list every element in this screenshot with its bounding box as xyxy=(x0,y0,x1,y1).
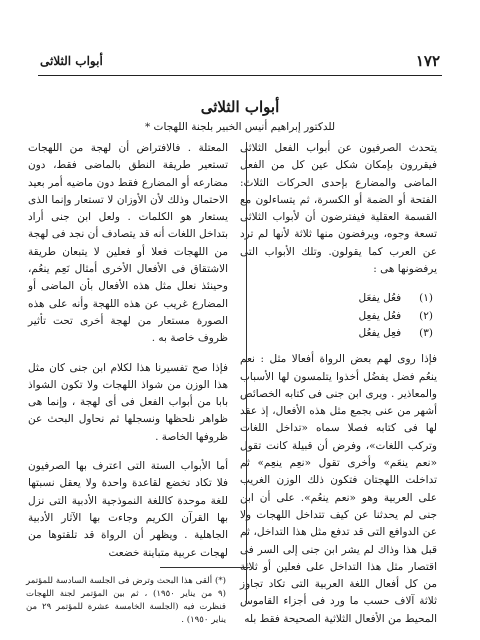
right-column xyxy=(240,140,437,628)
header-rule xyxy=(38,75,442,76)
left-column-paragraph-2: فإذا صح تفسيرنا هذا لكلام ابن جنى كان مثل هذا الوزن من شواذ اللهجات ولا تكون الشواذ بابا من أبواب الفعل فى أى لهجة ، وإنما هى ظواهر نلحظها ونسجلها ثم نحاول البحث عن ظروفها الخاصة . xyxy=(28,361,228,443)
column-divider xyxy=(246,142,247,604)
left-column-paragraph-3: أما الأبواب الستة التى اعترف بها الصرفيون فلا تكاد تخضع لقاعدة واحدة ولا يعقل نسبتها للغة موحدة كاللغة النموذجية الأدبية التى نزل بها القرآن الكريم وجاءت بها الآثار الأدبية الجاهلية . ويظهر أن الرواة قد تلقتوها من لهجات عربية متباينة خضعت xyxy=(28,460,228,559)
article-author: للدكتور إبراهيم أنيس الخبير بلجنة اللهجات * xyxy=(144,121,336,133)
right-column-paragraph-1: يتحدث الصرفيون عن أبواب الفعل الثلاثى فيقررون بإمكان شكل عين كل من الفعل الماضى والمضارع بإحدى الحركات الثلاث: الفتحة أو الضمة أو الكسرة، ثم يتساءلون مع القسمة العقلية فيفترضون أن لأبواب الثلاثى تسعة وجوه، ويرفضون منها ثلاثة لأنها لم ترد عن العرب كما يقولون. وتلك الأبواب التى يرفضونها هى : xyxy=(240,142,437,276)
conjugation-number: (١) xyxy=(419,292,433,305)
conjugation-row xyxy=(240,290,433,307)
conjugation-forms: فعُل يفعَل xyxy=(358,292,402,305)
footnote-rule xyxy=(160,567,250,568)
conjugation-forms: فعُل يفعِل xyxy=(358,309,402,322)
article-title: أبواب الثلاثى xyxy=(200,98,280,116)
conjugation-number: (٣) xyxy=(419,326,433,339)
footnote: (*) ألقى هذا البحث وترض فى الجلسة السادسة للمؤتمر (٩ من يناير ١٩٥٠) ، ثم بين المؤتمر لجنة اللهجات فنظرت فيه (الجلسة الخامسة عشرة للمؤتمر ٢٩ من يناير ١٩٥٠) . xyxy=(26,576,227,625)
conjugation-row xyxy=(240,325,433,342)
page-number: ١٧٢ xyxy=(415,52,440,70)
running-header xyxy=(40,50,440,72)
conjugation-row xyxy=(240,308,433,325)
right-column-paragraph-2: فإذا روى لهم بعض الرواة أفعالا مثل : نعم ينعُم فضل يفضُل أخذوا يتلمسون لها الأسباب والمعاذير . ويرى ابن جنى فى كتابه الخصائص أشهر من عنى بجمع مثل هذه الأفعال، إذ عقد لها فى كتابه فصلا سماه «تداخل اللغات وتركب اللغات»، وفرض أن قبيلة كانت تقول «نعم ينعَم» وأخرى تقول «نعِم ينعِم» ثم تداخلت اللهجتان فتكون ذلك الوزن الغريب على العربية وهو «نعم ينعُم». على أن ابن جنى لم يحدثنا عن كيف تتداخل اللهجات ولا عن الدوافع التى قد تدفع مثل هذا التداخل، ثم قبل هذا وذاك لم يشر ابن جنى إلى السر فى اقتصار مثل هذا التداخل على فعلين أو ثلاثة من كل أفعال اللغة العربية التى تكاد تجاوز ثلاثة آلاف حسب ما ورد فى أجزاء القاموس المحيط من الأفعال الثلاثية الصحيحة فقط بله xyxy=(240,353,437,625)
conjugation-number: (٢) xyxy=(419,309,433,322)
running-title: أبواب الثلاثى xyxy=(40,54,103,68)
left-column xyxy=(28,140,228,562)
left-column-paragraph-1: المعتلة . فالافتراض أن لهجة من اللهجات تستعير طريقة النطق بالماضى فقط، دون مضارعه أو المضارع فقط دون ماضيه أمر بعيد الاحتمال وذلك لأن الأوزان لا تستعار وإنما الذى يستعار هو الكلمات . ولعل ابن جنى أراد بتداخل اللغات أنه قد يتصادف أن نجد فى لهجة من اللهجات فعلا أو فعلين لا يتبعان طريقة الاشتقاق فى الأفعال الأخرى أمثال نَعِم ينعُم، وحينئذ نعلل مثل هذه الأفعال بأن الماضى أو المضارع غريب عن هذه اللهجة وأنه على هذه الصورة مستعار من لهجة أخرى تحت تأثير ظروف خاصة به . xyxy=(28,142,228,345)
conjugation-list xyxy=(240,290,437,342)
conjugation-forms: فعِل يفعُل xyxy=(358,326,402,339)
